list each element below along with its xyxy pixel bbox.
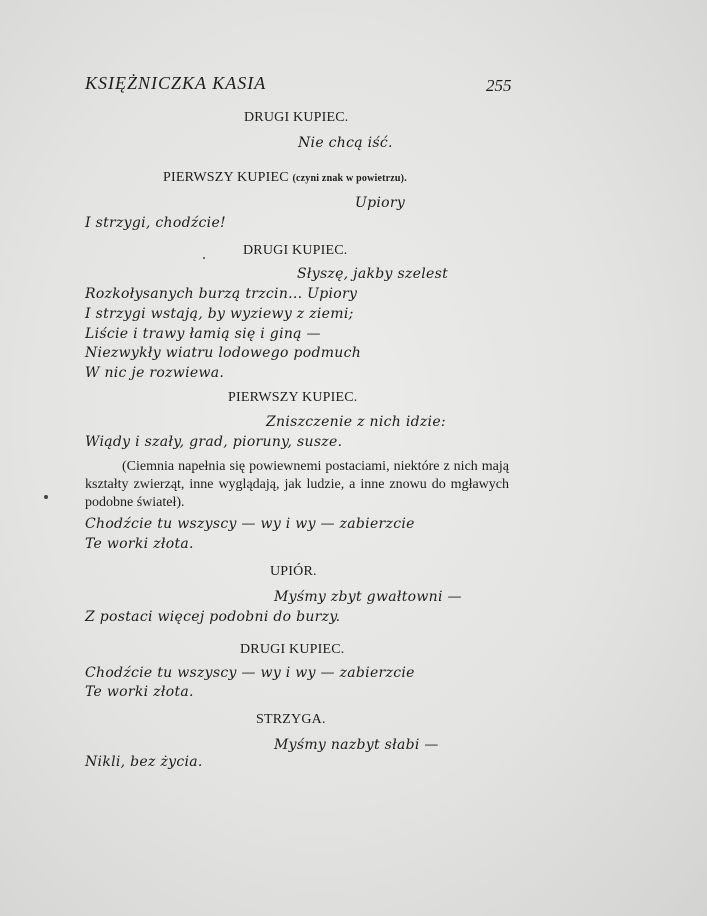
speaker-name: PIERWSZY KUPIEC xyxy=(163,170,289,185)
verse-line: Rozkołysanych burzą trzcin... Upiory xyxy=(85,286,358,302)
running-title: KSIĘŻNICZKA KASIA xyxy=(85,73,267,93)
speaker-label: PIERWSZY KUPIEC. xyxy=(228,390,358,405)
verse-line: Te worki złota. xyxy=(85,684,194,700)
verse-line: Wiądy i szały, grad, pioruny, susze. xyxy=(85,434,343,450)
stage-direction: (Ciemnia napełnia się powiewnemi postaciami, niektóre z nich mają kształty zwierząt, inne wyglądają, jak ludzie, a inne znowu do mgławych podobne świateł). xyxy=(85,459,509,510)
verse-line: Z postaci więcej podobni do burzy. xyxy=(85,609,341,625)
verse-line: Słyszę, jakby szelest xyxy=(297,266,448,282)
speaker-label: DRUGI KUPIEC. xyxy=(243,243,348,258)
verse-line: Te worki złota. xyxy=(85,536,194,552)
verse-line: Zniszczenie z nich idzie: xyxy=(266,414,446,430)
page-number: 255 xyxy=(486,76,512,95)
paper-speck xyxy=(203,257,205,259)
verse-line: W nic je rozwiewa. xyxy=(85,365,225,381)
verse-line: Nie chcą iść. xyxy=(298,135,393,151)
verse-line: Liście i trawy łamią się i giną — xyxy=(85,326,321,342)
speaker-label: DRUGI KUPIEC. xyxy=(244,110,349,125)
verse-line: I strzygi, chodźcie! xyxy=(85,215,226,231)
speaker-label: DRUGI KUPIEC. xyxy=(240,642,345,657)
paper-speck xyxy=(44,495,48,499)
verse-line: Chodźcie tu wszyscy — wy i wy — zabierzcie xyxy=(85,516,415,532)
speaker-label: UPIÓR. xyxy=(270,564,317,579)
verse-line: Nikli, bez życia. xyxy=(85,754,203,770)
stage-note: (czyni znak w powietrzu). xyxy=(292,173,407,184)
speaker-label: STRZYGA. xyxy=(256,712,326,727)
verse-line: Niezwykły wiatru lodowego podmuch xyxy=(85,345,362,361)
verse-line: Myśmy nazbyt słabi — xyxy=(274,737,439,753)
verse-line: I strzygi wstają, by wyziewy z ziemi; xyxy=(85,306,354,322)
verse-line: Myśmy zbyt gwałtowni — xyxy=(274,589,462,605)
verse-line: Chodźcie tu wszyscy — wy i wy — zabierzcie xyxy=(85,665,415,681)
verse-line: Upiory xyxy=(355,195,406,211)
speaker-label xyxy=(163,168,407,189)
